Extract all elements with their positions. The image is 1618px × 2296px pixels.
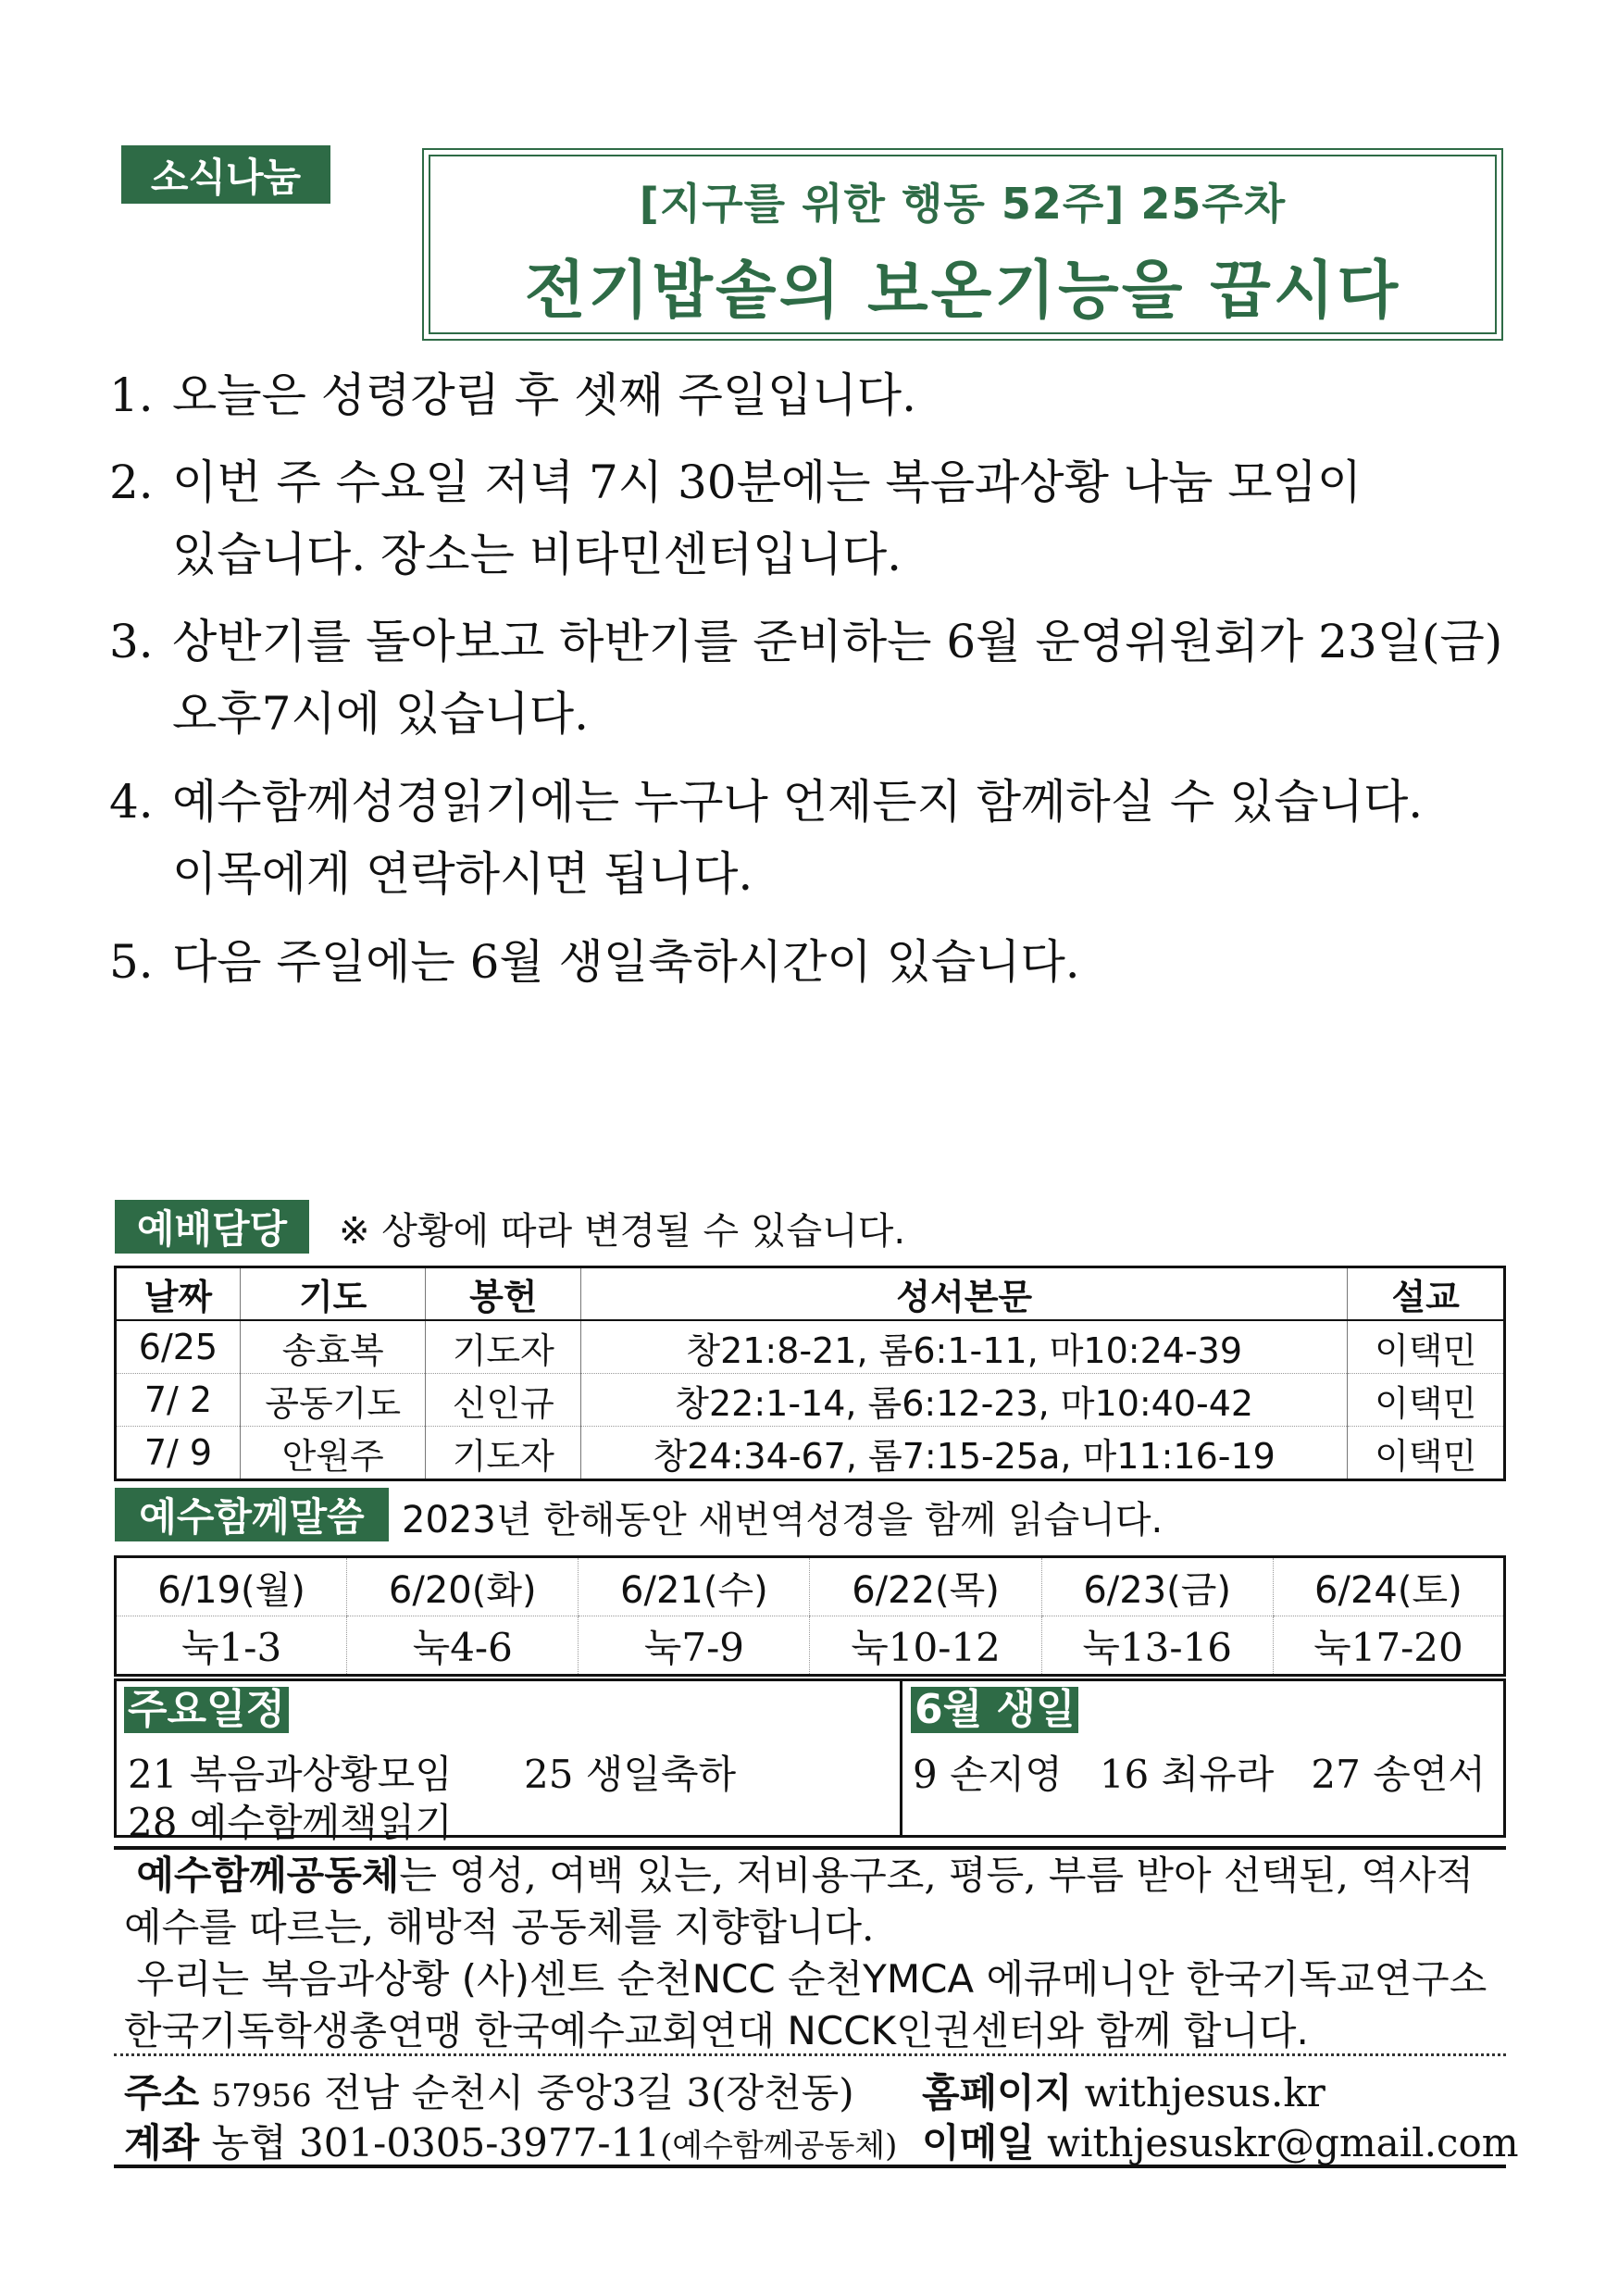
table-row	[116, 1320, 1505, 1374]
title-subtitle: [지구를 위한 행동 52주] 25주차	[639, 179, 1287, 229]
cell-offering: 신인규	[426, 1374, 581, 1427]
cell-scripture: 창21:8-21, 롬6:1-11, 마10:24-39	[581, 1320, 1348, 1374]
news-item-4	[109, 766, 1423, 910]
intro-line	[124, 1850, 1512, 1902]
community-intro	[124, 1850, 1512, 2057]
divider	[114, 2165, 1506, 2168]
news-number: 3.	[109, 615, 154, 668]
reading-ref: 눅10-12	[810, 1616, 1041, 1676]
intro-line: 예수를 따르는, 해방적 공동체를 지향합니다.	[124, 1904, 875, 1950]
news-text: 오늘은 성령강림 후 셋째 주일입니다.	[172, 368, 916, 422]
news-item-5	[109, 926, 1080, 998]
cell-prayer: 공동기도	[240, 1374, 426, 1427]
header-offering: 봉헌	[426, 1267, 581, 1321]
schedule-item: 25 생일축하	[524, 1752, 737, 1797]
header-sermon: 설교	[1348, 1267, 1505, 1321]
section-label-word: 예수함께말씀	[115, 1488, 389, 1541]
intro-text: 는 영성, 여백 있는, 저비용구조, 평등, 부름 받아 선택된, 역사적	[399, 1853, 1475, 1898]
header-date: 날짜	[116, 1267, 241, 1321]
cell-offering: 기도자	[426, 1320, 581, 1374]
reading-ref: 눅1-3	[180, 1625, 282, 1670]
birthday-list: 9 손지영 16 최유라 27 송연서	[913, 1752, 1486, 1797]
reading-day: 6/22(목)	[810, 1557, 1041, 1616]
news-text-continued: 이목에게 연락하시면 됩니다.	[172, 847, 753, 901]
cell-prayer: 안원주	[240, 1427, 426, 1480]
reading-day: 6/20(화)	[347, 1557, 579, 1616]
address: 전남 순천시 중앙3길 3(장천동)	[324, 2070, 854, 2115]
email-key: 이메일	[922, 2120, 1035, 2165]
cell-offering: 기도자	[426, 1427, 581, 1480]
worship-note: ※ 상황에 따라 변경될 수 있습니다.	[339, 1210, 906, 1253]
account-key: 계좌	[124, 2120, 200, 2165]
reading-day: 6/19(월)	[116, 1557, 347, 1616]
news-number: 2.	[109, 455, 154, 509]
schedule-item: 28 예수함께책읽기	[128, 1800, 453, 1845]
footer-email	[922, 2113, 1519, 2168]
header-prayer: 기도	[240, 1267, 426, 1321]
word-note: 2023년 한해동안 새번역성경을 함께 읽습니다.	[402, 1499, 1164, 1541]
cell-date: 6/25	[116, 1320, 241, 1374]
homepage-key: 홈페이지	[922, 2070, 1073, 2115]
cell-date: 7/ 2	[116, 1374, 241, 1427]
title-main: 전기밥솥의 보온기능을 끕시다	[524, 255, 1401, 328]
reading-ref: 눅13-16	[1041, 1616, 1273, 1676]
worship-table-header	[116, 1267, 1505, 1321]
cell-sermon: 이택민	[1348, 1374, 1505, 1427]
cell-sermon: 이택민	[1348, 1427, 1505, 1480]
cell-scripture: 창24:34-67, 롬7:15-25a, 마11:16-19	[581, 1427, 1348, 1480]
box-divider	[900, 1681, 902, 1835]
worship-table	[114, 1266, 1506, 1481]
intro-line: 한국기독학생총연맹 한국예수교회연대 NCCK인권센터와 함께 합니다.	[124, 2008, 1309, 2053]
news-text-continued: 있습니다. 장소는 비타민센터입니다.	[172, 528, 902, 581]
news-text: 상반기를 돌아보고 하반기를 준비하는 6월 운영위원회가 23일(금)	[172, 615, 1503, 668]
cell-scripture: 창22:1-14, 롬6:12-23, 마10:40-42	[581, 1374, 1348, 1427]
news-text: 예수함께성경읽기에는 누구나 언제든지 함께하실 수 있습니다.	[172, 775, 1424, 829]
reading-day: 6/23(금)	[1041, 1557, 1273, 1616]
homepage-link[interactable]: withjesus.kr	[1084, 2070, 1326, 2115]
reading-ref: 눅4-6	[347, 1616, 579, 1676]
reading-day: 6/21(수)	[579, 1557, 810, 1616]
postal-code: 57956	[211, 2078, 312, 2115]
cell-sermon: 이택민	[1348, 1320, 1505, 1374]
schedule-label: 주요일정	[124, 1687, 289, 1733]
news-text-continued: 오후7시에 있습니다.	[172, 687, 589, 741]
footer-account-line	[124, 2113, 897, 2168]
account-holder: (예수함께공동체)	[659, 2128, 898, 2165]
reading-table	[114, 1555, 1506, 1677]
email-link[interactable]: withjesuskr@gmail.com	[1047, 2120, 1519, 2165]
address-key: 주소	[124, 2070, 200, 2115]
birthday-label: 6월 생일	[911, 1687, 1078, 1733]
account-number: 농협 301-0305-3977-11	[211, 2120, 660, 2165]
reading-days-row	[116, 1557, 1505, 1616]
intro-line: 우리는 복음과상황 (사)센트 순천NCC 순천YMCA 에큐메니안 한국기독교연구소	[124, 1956, 1487, 2002]
reading-ref: 눅7-9	[579, 1616, 810, 1676]
section-label-worship: 예배담당	[115, 1200, 309, 1254]
section-label-news: 소식나눔	[121, 145, 330, 204]
news-text: 다음 주일에는 6월 생일축하시간이 있습니다.	[172, 935, 1080, 989]
footer-address-line	[124, 2063, 854, 2118]
divider	[114, 2053, 1506, 2056]
news-number: 1.	[109, 368, 154, 422]
cell-date: 7/ 9	[116, 1427, 241, 1480]
community-name: 예수함께공동체	[136, 1853, 400, 1898]
news-item-1	[109, 359, 916, 431]
news-text: 이번 주 수요일 저녁 7시 30분에는 복음과상황 나눔 모임이	[172, 455, 1363, 509]
reading-ref: 눅17-20	[1273, 1616, 1504, 1676]
cell-prayer: 송효복	[240, 1320, 426, 1374]
news-item-3	[109, 605, 1502, 750]
table-row	[116, 1374, 1505, 1427]
reading-day: 6/24(토)	[1273, 1557, 1504, 1616]
header-scripture: 성서본문	[581, 1267, 1348, 1321]
reading-refs-row	[116, 1616, 1505, 1676]
schedule-item: 21 복음과상황모임	[128, 1752, 453, 1797]
title-box	[422, 148, 1503, 341]
schedule-birthday-box	[114, 1678, 1506, 1845]
table-row	[116, 1427, 1505, 1480]
news-number: 5.	[109, 935, 154, 989]
footer-homepage	[922, 2063, 1326, 2118]
news-item-2	[109, 446, 1362, 591]
news-number: 4.	[109, 775, 154, 829]
